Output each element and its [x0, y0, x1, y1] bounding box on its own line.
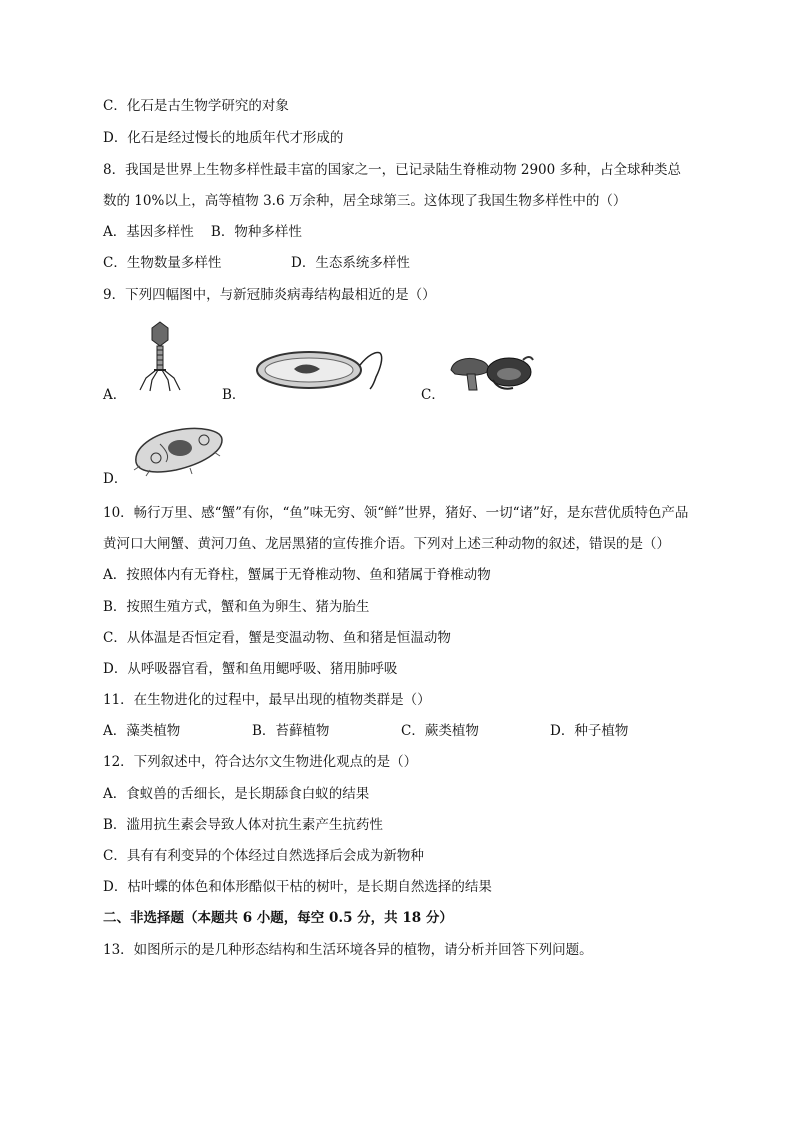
q11-option-d: D．种子植物: [550, 723, 629, 739]
q11-option-b: B．苔藓植物: [252, 723, 330, 739]
q10-option-d: D．从呼吸器官看，蟹和鱼用鳃呼吸、猪用肺呼吸: [103, 661, 398, 677]
q9-label-b: B．: [222, 387, 246, 403]
q9-label-a: A．: [103, 387, 127, 403]
bacteriophage-icon: [134, 320, 186, 392]
q9-label-c: C．: [421, 387, 445, 403]
q12-option-a: A．食蚁兽的舌细长，是长期舔食白蚁的结果: [103, 786, 370, 802]
q9-stem: 9．下列四幅图中，与新冠肺炎病毒结构最相近的是（）: [103, 287, 436, 303]
q13-stem: 13．如图所示的是几种形态结构和生活环境各异的植物，请分析并回答下列问题。: [103, 942, 593, 958]
section-heading: 二、非选择题（本题共 6 小题，每空 0.5 分，共 18 分）: [103, 910, 453, 926]
q8-stem-line-2: 数的 10%以上，高等植物 3.6 万余种，居全球第三。这体现了我国生物多样性中的（）: [103, 193, 627, 209]
bacterium-icon: [254, 347, 386, 393]
paramecium-icon: [130, 422, 226, 478]
q8-stem-line-1: 8．我国是世界上生物多样性最丰富的国家之一，已记录陆生脊椎动物 2900 多种，占全球种类总: [103, 162, 682, 178]
q10-stem-line-2: 黄河口大闸蟹、黄河刀鱼、龙居黑猪的宣传推介语。下列对上述三种动物的叙述，错误的是（）: [103, 536, 670, 552]
q12-stem: 12．下列叙述中，符合达尔文生物进化观点的是（）: [103, 754, 418, 770]
q10-option-b: B．按照生殖方式，蟹和鱼为卵生、猪为胎生: [103, 599, 370, 615]
q8-options-ab: A．基因多样性 B．物种多样性: [103, 224, 302, 240]
q8-option-d: D．生态系统多样性: [291, 255, 410, 271]
q9-label-d: D．: [103, 471, 128, 487]
q11-option-a: A．藻类植物: [103, 723, 181, 739]
q10-stem-line-1: 10．畅行万里、感“蟹”有你，“鱼”味无穷、领“鲜”世界，猪好、一切“诸”好，是东营优质特色产品: [103, 505, 689, 521]
q7-option-c: C．化石是古生物学研究的对象: [103, 98, 289, 114]
q11-stem: 11．在生物进化的过程中，最早出现的植物类群是（）: [103, 692, 431, 708]
q11-option-c: C．蕨类植物: [401, 723, 479, 739]
q7-option-d: D．化石是经过慢长的地质年代才形成的: [103, 130, 344, 146]
q10-option-c: C．从体温是否恒定看，蟹是变温动物、鱼和猪是恒温动物: [103, 630, 451, 646]
q12-option-c: C．具有有利变异的个体经过自然选择后会成为新物种: [103, 848, 424, 864]
q10-option-a: A．按照体内有无脊柱，蟹属于无脊椎动物、鱼和猪属于脊椎动物: [103, 567, 491, 583]
q12-option-b: B．滥用抗生素会导致人体对抗生素产生抗药性: [103, 817, 383, 833]
q8-option-c: C．生物数量多样性: [103, 255, 222, 271]
mushroom-icon: [447, 350, 537, 394]
q12-option-d: D．枯叶蝶的体色和体形酷似干枯的树叶，是长期自然选择的结果: [103, 879, 492, 895]
